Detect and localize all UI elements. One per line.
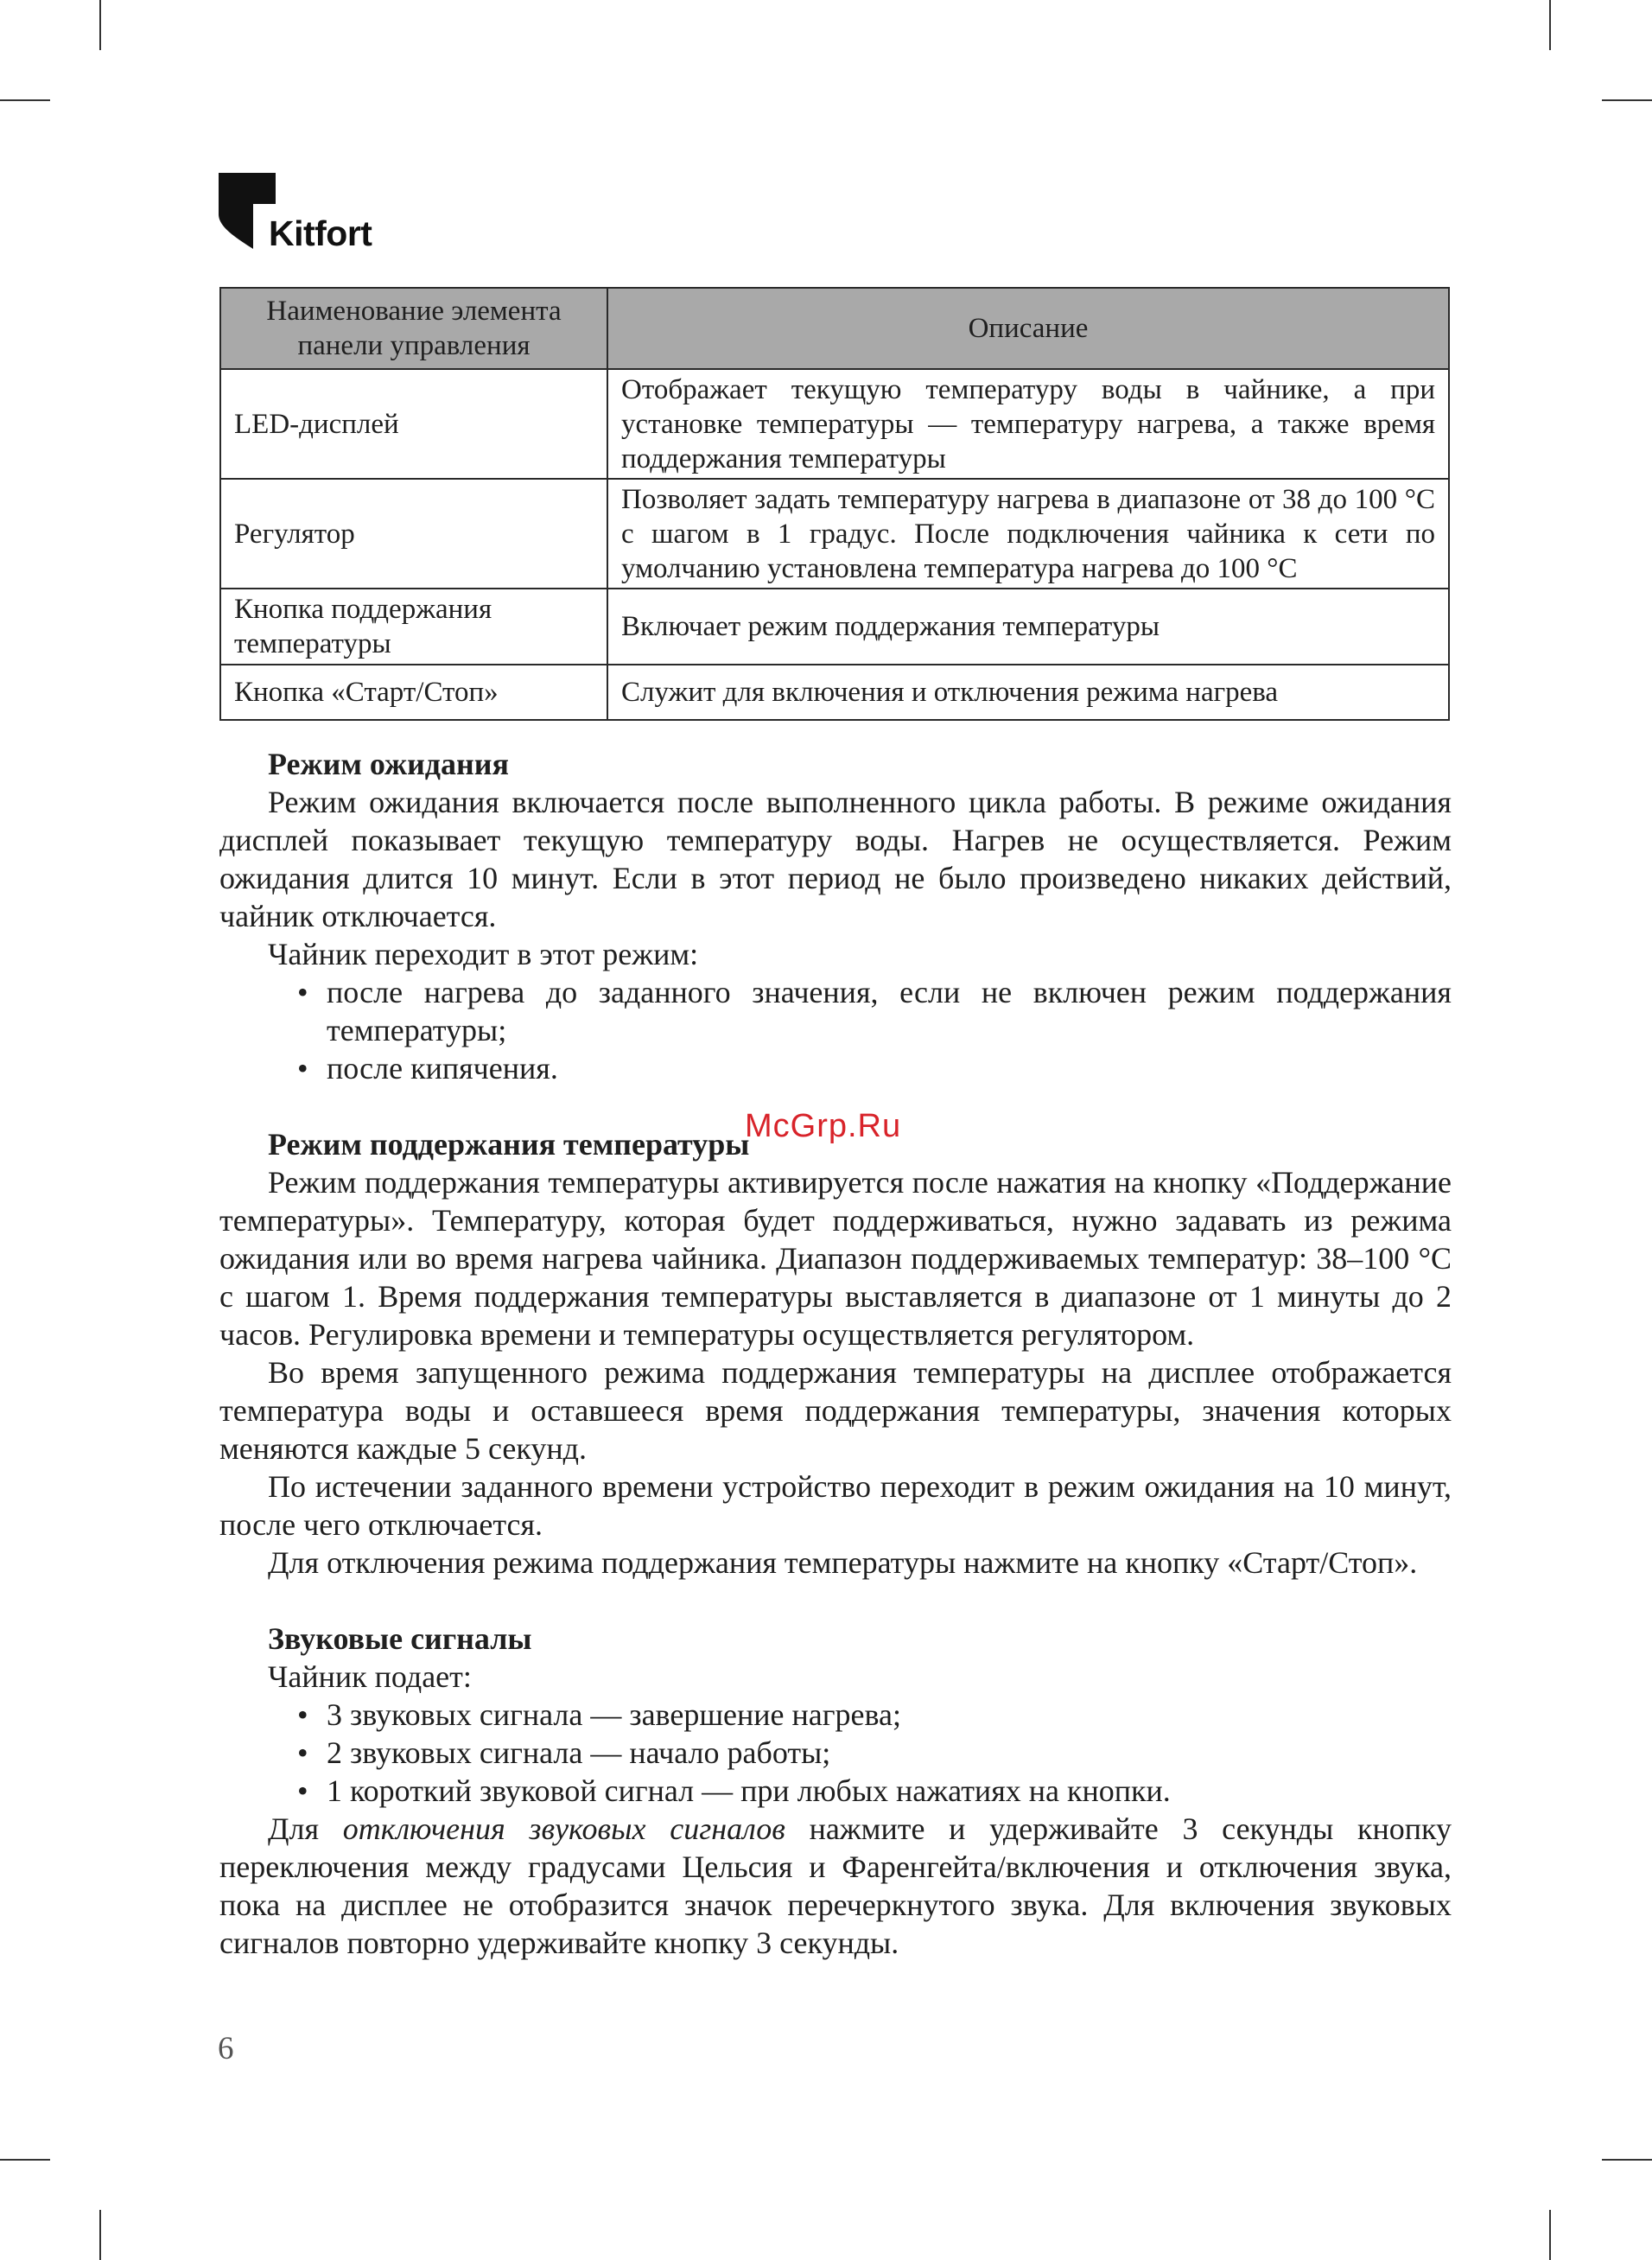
row-description: Служит для включения и отключения режима нагрева [607,665,1449,720]
sounds-heading: Звуковые сигналы [268,1621,532,1656]
table-row [220,589,1449,665]
crop-mark [0,99,50,101]
list-item: • 1 короткий звуковой сигнал — при любых нажатиях на кнопки. [327,1772,1452,1810]
keepwarm-paragraph: Во время запущенного режима поддержания температуры на дисплее отображается температура воды и оставшееся время поддержания температуры, значения которых меняются каждые 5 секунд. [219,1355,1452,1466]
brand-logo [219,173,383,255]
brand-name: Kitfort [269,213,372,253]
standby-intro: Чайник переходит в этот режим: [268,937,699,971]
sounds-rest: нажмите и удерживайте 3 секунды кнопку переключения между градусами Цельсия и Фаренгейта/включения и отключения звука, пока на дисплее не отобразится значок перечеркнутого звука. Для включения звуковых сигналов повторно удерживайте кнопку 3 секунды. [219,1811,1452,1960]
keepwarm-heading: Режим поддержания температуры [268,1127,750,1162]
standby-paragraph: Режим ожидания включается после выполненного цикла работы. В режиме ожидания дисплей показывает текущую температуру воды. Нагрев не осуществляется. Режим ожидания длится 10 минут. Если в этот период не было произведено никаких действий, чайник отключается. [219,785,1452,933]
row-name: LED-дисплей [220,369,607,479]
list-item: • после кипячения. [327,1049,1452,1087]
crop-mark [1602,2159,1652,2161]
list-item: • после нагрева до заданного значения, если не включен режим поддержания температуры; [327,973,1452,1049]
main-text [219,745,1452,1962]
watermark: McGrp.Ru [745,1108,902,1144]
keepwarm-paragraph: По истечении заданного времени устройство переходит в режим ожидания на 10 минут, после чего отключается. [219,1469,1452,1542]
row-name: Кнопка поддержания температуры [220,589,607,665]
row-description: Включает режим поддержания температуры [607,589,1449,665]
list-item: • 3 звуковых сигнала — завершение нагрева; [327,1696,1452,1734]
table-row [220,479,1449,589]
sounds-list [219,1696,1452,1810]
crop-mark [1549,2210,1551,2260]
control-panel-table [219,287,1450,721]
sounds-lead: Для [268,1811,320,1846]
row-description: Отображает текущую температуру воды в чайнике, а при установке температуры — температуру нагрева, а также время поддержания температуры [607,369,1449,479]
standby-heading: Режим ожидания [268,747,509,781]
row-description: Позволяет задать температуру нагрева в диапазоне от 38 до 100 °С с шагом в 1 градус. После подключения чайника к сети по умолчанию установлена температура нагрева до 100 °С [607,479,1449,589]
row-name: Кнопка «Старт/Стоп» [220,665,607,720]
column-header-description: Описание [607,288,1449,369]
column-header-name: Наименование элемента панели управления [220,288,607,369]
crop-mark [1602,99,1652,101]
sounds-emphasis: отключения звуковых сигналов [342,1811,785,1846]
crop-mark [0,2159,50,2161]
crop-mark [99,0,101,50]
page-number: 6 [218,2031,234,2066]
row-name: Регулятор [220,479,607,589]
crop-mark [99,2210,101,2260]
sounds-intro: Чайник подает: [268,1659,472,1694]
table-header-row [220,288,1449,369]
crop-mark [1549,0,1551,50]
keepwarm-paragraph: Режим поддержания температуры активируется после нажатия на кнопку «Поддержание температуры». Температуру, которая будет поддерживаться, нужно задавать из режима ожидания или во время нагрева чайника. Диапазон поддерживаемых температур: 38–100 °С с шагом 1. Время поддержания температуры выставляется в диапазоне от 1 минуты до 2 часов. Регулировка времени и температуры осуществляется регулятором. [219,1165,1452,1352]
sounds-paragraph [219,1810,1452,1962]
list-item: • 2 звуковых сигнала — начало работы; [327,1734,1452,1772]
table-row [220,369,1449,479]
table-row [220,665,1449,720]
keepwarm-paragraph: Для отключения режима поддержания температуры нажмите на кнопку «Старт/Стоп». [268,1545,1418,1580]
standby-list [219,973,1452,1087]
